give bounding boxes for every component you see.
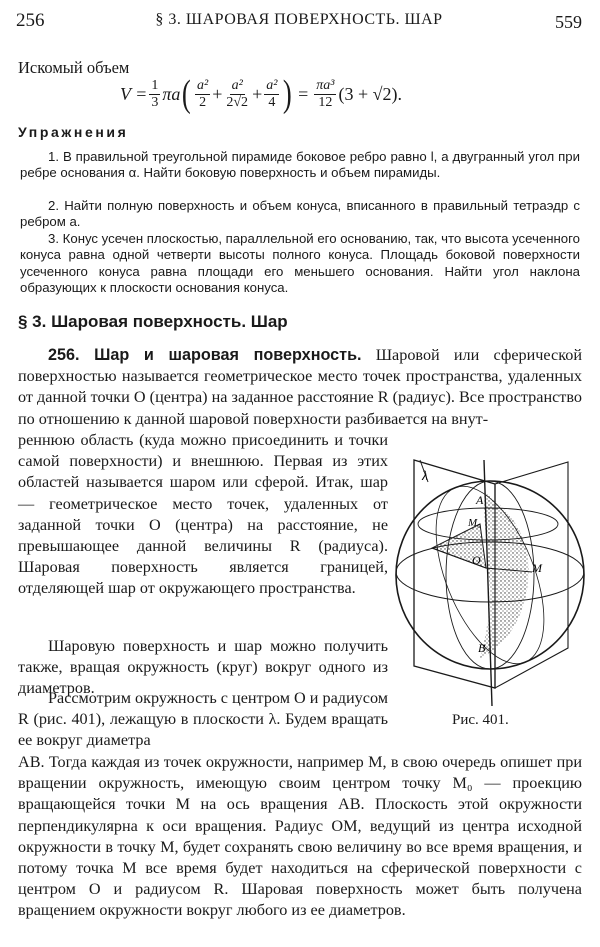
fraction-pia3-over-12: $\frac{\text{πa³}}{12}$ xyxy=(316,77,335,110)
paragraph-circle-narrow: Рассмотрим окружность с центром O и радиусом R (рис. 401), лежащую в плоскости λ. Будем вращать ее вокруг диаметра xyxy=(18,689,388,750)
paragraph-heading: 256. Шар и шаровая поверхность. xyxy=(48,346,362,364)
volume-formula: V = $\frac{1}{3}$ πa ( $\frac{\text{a²}}{2}$ + $\frac{\text{a²}}{2√2}$ + $\frac{\text{a²}}{4}$ ) = $\frac{\text{πa³}}{12}$ (3 + √2). xyxy=(120,73,402,115)
exercises-title: Упражнения xyxy=(18,124,129,140)
running-title: § 3. ШАРОВАЯ ПОВЕРХНОСТЬ. ШАР xyxy=(155,11,443,28)
label-a: A xyxy=(476,493,484,507)
formula-pi-a: πa xyxy=(162,83,181,104)
formula-lhs: V = xyxy=(120,83,148,104)
exercise-2: 2. Найти полную поверхность и объем конуса, вписанного в правильный тетраэдр с ребром a. xyxy=(20,198,580,230)
left-paren: ( xyxy=(182,73,192,115)
exercise-3: 3. Конус усечен плоскостью, параллельной его основанию, так, что высота усеченного конуса равна одной четверти высоты полного конуса. Площадь боковой поверхности усеченного конуса равна площади его меньшего основания. Найти угол наклона образующих к плоскости основания конуса. xyxy=(20,231,580,296)
section-title: § 3. Шаровая поверхность. Шар xyxy=(18,312,288,331)
page-number-left: 256 xyxy=(16,10,45,31)
formula-tail: (3 + √2). xyxy=(338,83,402,104)
paragraph-rotation: Шаровую поверхность и шар можно получить также, вращая окружность (круг) вокруг одного из диаметров. xyxy=(18,637,388,698)
paragraph-256-narrow: реннюю область (куда можно присоединить и точки самой поверхности) и внешнюю. Первая из этих областей называется шаром или сферой. Итак, шар — геометрическое место точек, удаленных от заданной точки O (центра) на расстояние, не превышающее данной величины R (радиуса). Шаровая поверхность является границей, отделяющей шар от окружающего пространства. xyxy=(18,431,388,598)
page-header xyxy=(16,10,582,42)
fraction-a2-over-4: $\frac{\text{a²}}{4}$ xyxy=(266,77,278,110)
page-number-right: 559 xyxy=(555,12,582,32)
label-b: B xyxy=(478,641,486,655)
right-paren: ) xyxy=(283,73,293,115)
figure-401 xyxy=(392,420,588,710)
exercise-1: 1. В правильной треугольной пирамиде боковое ребро равно l, а двугранный угол при ребре основания α. Найти боковую поверхность и объем пирамиды. xyxy=(20,149,580,181)
sphere-diagram xyxy=(392,420,588,710)
fraction-a2-over-2root2: $\frac{\text{a²}}{2√2}$ xyxy=(226,77,249,110)
paragraph-256-text: Шаровой или сферической поверхностью называется геометрическое место точек пространства, удаленных от данной точки O (центра) на заданное расстояние R (радиус). Все пространство по отношению к данной шаровой поверхности разбивается на внут- xyxy=(18,346,583,428)
intro-line: Искомый объем xyxy=(18,58,130,77)
fraction-one-third: $\frac{1}{3}$ xyxy=(151,77,159,110)
label-m: M xyxy=(532,561,542,575)
figure-caption: Рис. 401. xyxy=(452,712,509,728)
label-o: O xyxy=(472,553,481,567)
paragraph-256-wide xyxy=(18,345,582,430)
label-lambda: λ xyxy=(422,469,429,484)
paragraph-circle-wide: AB. Тогда каждая из точек окружности, например M, в свою очередь опишет при вращении окружность, имеющую своим центром точку M₀ — проекцию вращающейся точки M на ось вращения AB. Плоскость этой окружности перпендикулярна к оси вращения. Радиус OM, ведущий из центра исходной окружности в точку M, будет сохранять свою величину во все время вращения, и потому точка M все время будет находиться на сферической поверхности с центром O и радиусом R. Шаровая поверхность может быть получена вращением окружности вокруг любого из ее диаметров. xyxy=(18,753,582,920)
fraction-a2-over-2: $\frac{\text{a²}}{2}$ xyxy=(197,77,209,110)
label-m0: M₀ xyxy=(468,517,481,529)
